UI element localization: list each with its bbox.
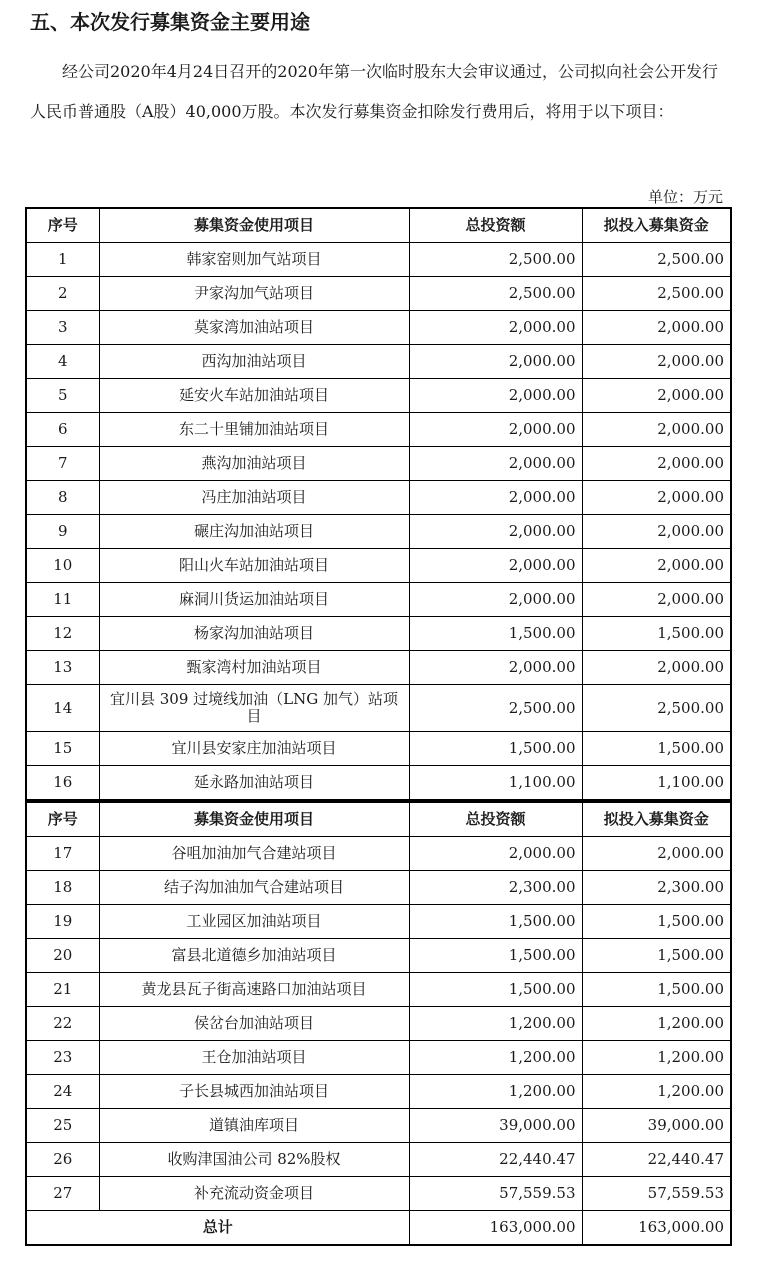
total-investment-cell: 1,200.00 — [409, 1007, 582, 1041]
seq-cell: 27 — [26, 1177, 99, 1211]
funds-table-part1 — [25, 207, 732, 801]
total-investment-cell: 1,100.00 — [409, 766, 582, 801]
header-seq: 序号 — [26, 208, 99, 243]
planned-funds-cell: 1,200.00 — [582, 1041, 731, 1075]
planned-funds-cell: 2,000.00 — [582, 837, 731, 871]
seq-cell: 7 — [26, 447, 99, 481]
total-investment-sum: 163,000.00 — [409, 1211, 582, 1246]
planned-funds-cell: 2,000.00 — [582, 549, 731, 583]
project-name-cell: 甄家湾村加油站项目 — [99, 651, 409, 685]
total-investment-cell: 1,500.00 — [409, 939, 582, 973]
unit-label: 单位：万元 — [647, 188, 723, 206]
planned-funds-cell: 2,000.00 — [582, 515, 731, 549]
table-row — [26, 685, 731, 732]
table-row — [26, 939, 731, 973]
planned-funds-cell: 2,300.00 — [582, 871, 731, 905]
header-planned-funds: 拟投入募集资金 — [582, 208, 731, 243]
table-row — [26, 837, 731, 871]
table-row — [26, 345, 731, 379]
seq-cell: 18 — [26, 871, 99, 905]
table-row — [26, 379, 731, 413]
project-name-cell: 黄龙县瓦子街高速路口加油站项目 — [99, 973, 409, 1007]
planned-funds-cell: 2,000.00 — [582, 311, 731, 345]
project-name-cell: 工业园区加油站项目 — [99, 905, 409, 939]
planned-funds-cell: 57,559.53 — [582, 1177, 731, 1211]
planned-funds-cell: 2,000.00 — [582, 447, 731, 481]
table-row — [26, 651, 731, 685]
total-investment-cell: 2,000.00 — [409, 413, 582, 447]
project-name-cell: 延安火车站加油站项目 — [99, 379, 409, 413]
project-name-cell: 道镇油库项目 — [99, 1109, 409, 1143]
total-investment-cell: 2,000.00 — [409, 481, 582, 515]
header-total-investment: 总投资额 — [409, 802, 582, 837]
total-investment-cell: 2,000.00 — [409, 345, 582, 379]
seq-cell: 4 — [26, 345, 99, 379]
table-row — [26, 1143, 731, 1177]
table-row — [26, 732, 731, 766]
intro-paragraph — [30, 52, 730, 132]
header-project: 募集资金使用项目 — [99, 208, 409, 243]
seq-cell: 12 — [26, 617, 99, 651]
seq-cell: 26 — [26, 1143, 99, 1177]
seq-cell: 17 — [26, 837, 99, 871]
planned-funds-cell: 1,200.00 — [582, 1075, 731, 1109]
planned-funds-cell: 1,500.00 — [582, 905, 731, 939]
table-row — [26, 617, 731, 651]
seq-cell: 2 — [26, 277, 99, 311]
seq-cell: 24 — [26, 1075, 99, 1109]
total-investment-cell: 2,000.00 — [409, 837, 582, 871]
table-header-row — [26, 208, 731, 243]
project-name-cell: 结子沟加油加气合建站项目 — [99, 871, 409, 905]
total-investment-cell: 1,200.00 — [409, 1041, 582, 1075]
table-row — [26, 1075, 731, 1109]
project-name-cell: 燕沟加油站项目 — [99, 447, 409, 481]
seq-cell: 5 — [26, 379, 99, 413]
seq-cell: 3 — [26, 311, 99, 345]
project-name-cell: 富县北道德乡加油站项目 — [99, 939, 409, 973]
planned-funds-cell: 2,000.00 — [582, 413, 731, 447]
table-row — [26, 973, 731, 1007]
total-investment-cell: 2,500.00 — [409, 277, 582, 311]
project-name-cell: 子长县城西加油站项目 — [99, 1075, 409, 1109]
total-investment-cell: 2,300.00 — [409, 871, 582, 905]
planned-funds-cell: 2,000.00 — [582, 583, 731, 617]
project-name-cell: 莫家湾加油站项目 — [99, 311, 409, 345]
project-name-cell: 延永路加油站项目 — [99, 766, 409, 801]
planned-funds-cell: 1,500.00 — [582, 939, 731, 973]
seq-cell: 23 — [26, 1041, 99, 1075]
table-row — [26, 1177, 731, 1211]
total-investment-cell: 1,500.00 — [409, 732, 582, 766]
total-investment-cell: 2,000.00 — [409, 651, 582, 685]
total-investment-cell: 2,000.00 — [409, 549, 582, 583]
total-investment-cell: 22,440.47 — [409, 1143, 582, 1177]
total-investment-cell: 2,000.00 — [409, 311, 582, 345]
project-name-cell: 宜川县安家庄加油站项目 — [99, 732, 409, 766]
seq-cell: 1 — [26, 243, 99, 277]
seq-cell: 10 — [26, 549, 99, 583]
planned-funds-cell: 2,500.00 — [582, 243, 731, 277]
planned-funds-cell: 2,500.00 — [582, 685, 731, 732]
seq-cell: 16 — [26, 766, 99, 801]
project-name-cell: 东二十里铺加油站项目 — [99, 413, 409, 447]
planned-funds-cell: 2,000.00 — [582, 651, 731, 685]
planned-funds-cell: 22,440.47 — [582, 1143, 731, 1177]
table-row — [26, 766, 731, 801]
seq-cell: 19 — [26, 905, 99, 939]
total-investment-cell: 1,500.00 — [409, 617, 582, 651]
project-name-cell: 谷咀加油加气合建站项目 — [99, 837, 409, 871]
table-row — [26, 277, 731, 311]
project-name-cell: 阳山火车站加油站项目 — [99, 549, 409, 583]
planned-funds-cell: 1,500.00 — [582, 732, 731, 766]
seq-cell: 6 — [26, 413, 99, 447]
seq-cell: 8 — [26, 481, 99, 515]
total-investment-cell: 2,000.00 — [409, 583, 582, 617]
intro-paragraph-text: 经公司2020年4月24日召开的2020年第一次临时股东大会审议通过，公司拟向社会公开发行人民币普通股（A股）40,000万股。本次发行募集资金扣除发行费用后，将用于以下项目： — [30, 62, 718, 121]
table-row — [26, 1041, 731, 1075]
funds-table-part2 — [25, 801, 732, 1246]
header-seq: 序号 — [26, 802, 99, 837]
planned-funds-cell: 2,500.00 — [582, 277, 731, 311]
project-name-cell: 西沟加油站项目 — [99, 345, 409, 379]
table-row — [26, 871, 731, 905]
project-name-cell: 杨家沟加油站项目 — [99, 617, 409, 651]
total-investment-cell: 2,500.00 — [409, 685, 582, 732]
planned-funds-sum: 163,000.00 — [582, 1211, 731, 1246]
planned-funds-cell: 1,500.00 — [582, 617, 731, 651]
total-investment-cell: 1,200.00 — [409, 1075, 582, 1109]
planned-funds-cell: 1,200.00 — [582, 1007, 731, 1041]
total-label: 总计 — [26, 1211, 409, 1246]
project-name-cell: 韩家窑则加气站项目 — [99, 243, 409, 277]
planned-funds-cell: 2,000.00 — [582, 481, 731, 515]
project-name-cell: 侯岔台加油站项目 — [99, 1007, 409, 1041]
table-header-row — [26, 802, 731, 837]
table-row — [26, 1109, 731, 1143]
total-investment-cell: 2,000.00 — [409, 379, 582, 413]
project-name-cell: 宜川县 309 过境线加油（LNG 加气）站项目 — [99, 685, 409, 732]
table-row — [26, 1007, 731, 1041]
seq-cell: 13 — [26, 651, 99, 685]
table-row — [26, 515, 731, 549]
table-row — [26, 311, 731, 345]
table-row — [26, 583, 731, 617]
project-name-cell: 麻洞川货运加油站项目 — [99, 583, 409, 617]
seq-cell: 25 — [26, 1109, 99, 1143]
seq-cell: 11 — [26, 583, 99, 617]
project-name-cell: 碾庄沟加油站项目 — [99, 515, 409, 549]
header-total-investment: 总投资额 — [409, 208, 582, 243]
planned-funds-cell: 1,500.00 — [582, 973, 731, 1007]
planned-funds-cell: 2,000.00 — [582, 379, 731, 413]
planned-funds-cell: 1,100.00 — [582, 766, 731, 801]
seq-cell: 22 — [26, 1007, 99, 1041]
table-row — [26, 413, 731, 447]
total-investment-cell: 2,000.00 — [409, 515, 582, 549]
planned-funds-cell: 39,000.00 — [582, 1109, 731, 1143]
total-investment-cell: 39,000.00 — [409, 1109, 582, 1143]
project-name-cell: 冯庄加油站项目 — [99, 481, 409, 515]
seq-cell: 14 — [26, 685, 99, 732]
header-project: 募集资金使用项目 — [99, 802, 409, 837]
project-name-cell: 补充流动资金项目 — [99, 1177, 409, 1211]
project-name-cell: 王仓加油站项目 — [99, 1041, 409, 1075]
seq-cell: 15 — [26, 732, 99, 766]
total-investment-cell: 1,500.00 — [409, 973, 582, 1007]
project-name-cell: 收购津国油公司 82%股权 — [99, 1143, 409, 1177]
total-row — [26, 1211, 731, 1246]
table-row — [26, 549, 731, 583]
table-row — [26, 243, 731, 277]
section-heading: 五、本次发行募集资金主要用途 — [30, 10, 310, 34]
planned-funds-cell: 2,000.00 — [582, 345, 731, 379]
table-row — [26, 447, 731, 481]
seq-cell: 9 — [26, 515, 99, 549]
total-investment-cell: 1,500.00 — [409, 905, 582, 939]
total-investment-cell: 57,559.53 — [409, 1177, 582, 1211]
total-investment-cell: 2,500.00 — [409, 243, 582, 277]
total-investment-cell: 2,000.00 — [409, 447, 582, 481]
table-row — [26, 905, 731, 939]
header-planned-funds: 拟投入募集资金 — [582, 802, 731, 837]
seq-cell: 21 — [26, 973, 99, 1007]
project-name-cell: 尹家沟加气站项目 — [99, 277, 409, 311]
table-row — [26, 481, 731, 515]
seq-cell: 20 — [26, 939, 99, 973]
